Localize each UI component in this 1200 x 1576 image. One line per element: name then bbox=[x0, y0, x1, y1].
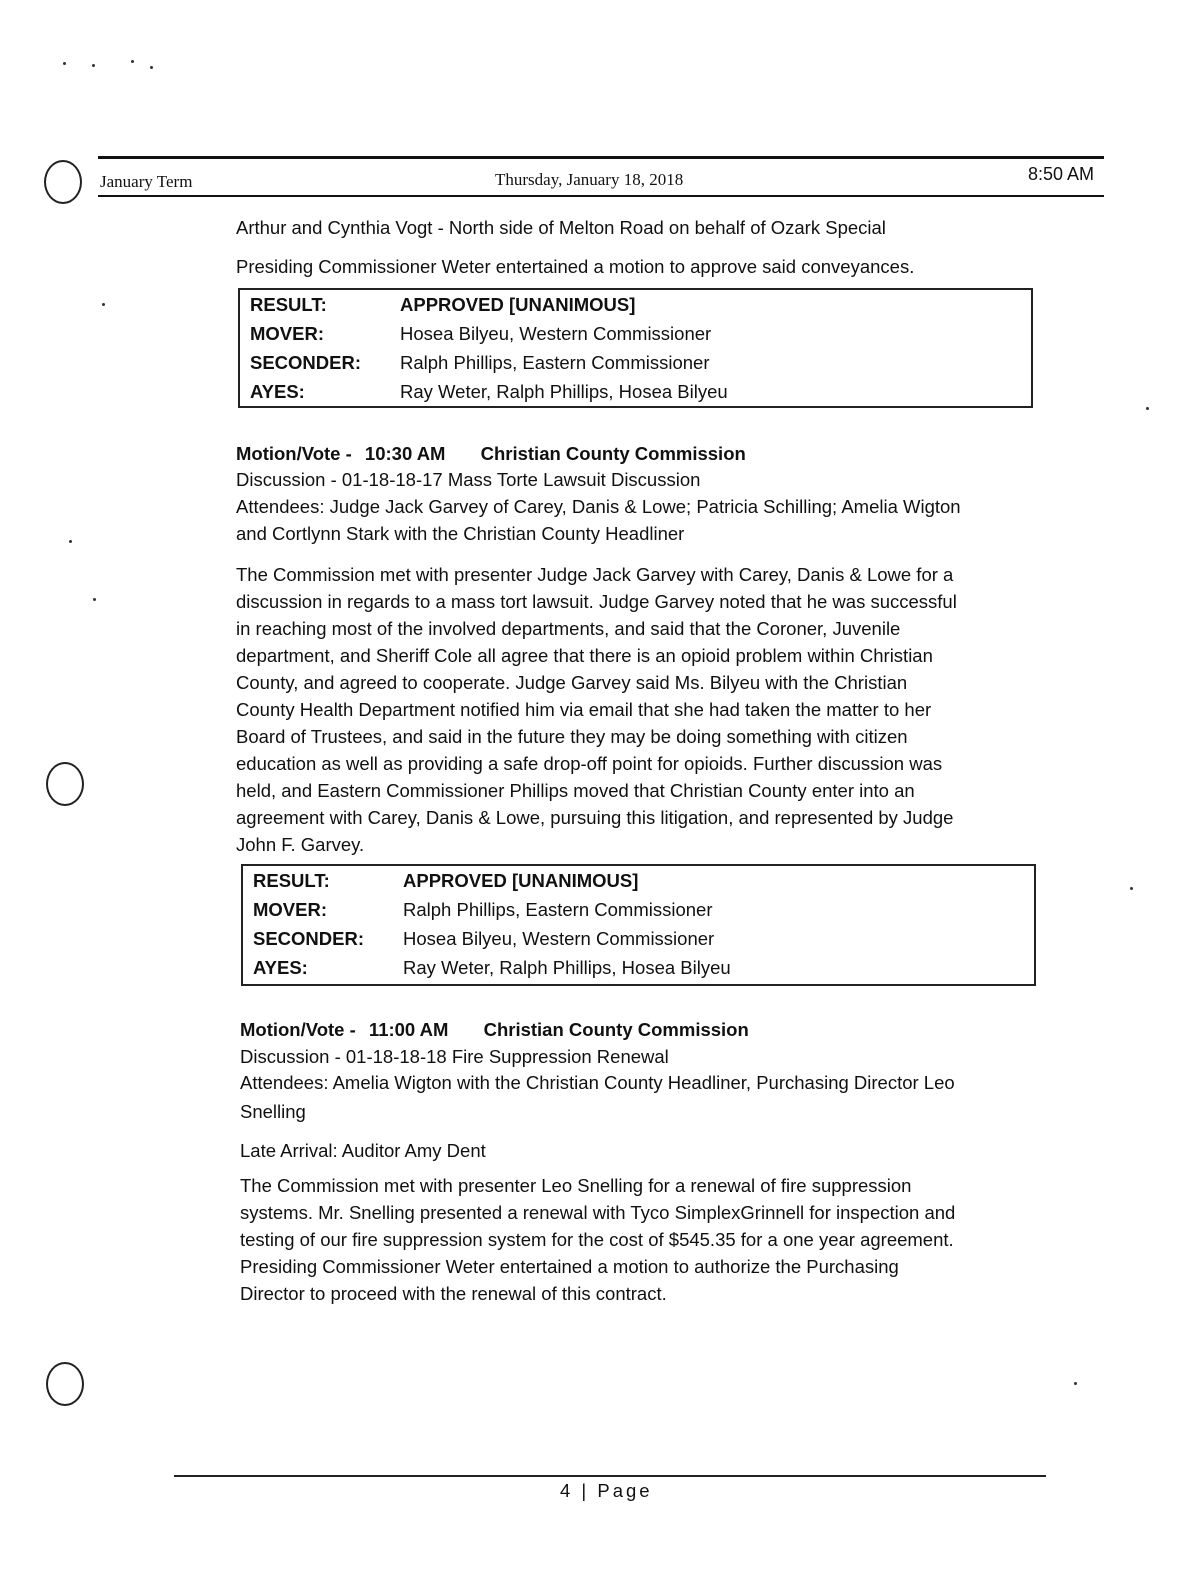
binder-hole-middle bbox=[46, 762, 84, 806]
mover-label: MOVER: bbox=[253, 899, 327, 920]
paragraph-line: The Commission met with presenter Leo Snelling for a renewal of fire suppression bbox=[240, 1175, 912, 1196]
paragraph-line: Board of Trustees, and said in the future they may be doing something with citizen bbox=[236, 726, 908, 747]
vote-row-seconder bbox=[243, 924, 1034, 953]
binder-hole-bottom bbox=[46, 1362, 84, 1406]
header-date: Thursday, January 18, 2018 bbox=[495, 170, 684, 189]
vote-row-seconder bbox=[240, 348, 1031, 377]
scan-speck bbox=[92, 64, 95, 67]
ayes-label: AYES: bbox=[250, 381, 305, 402]
paragraph-line: held, and Eastern Commissioner Phillips moved that Christian County enter into an bbox=[236, 780, 915, 801]
ayes-label: AYES: bbox=[253, 957, 308, 978]
vote-table-2 bbox=[243, 866, 1034, 982]
mover-value: Ralph Phillips, Eastern Commissioner bbox=[403, 899, 713, 920]
paragraph-line: department, and Sheriff Cole all agree that there is an opioid problem within Christian bbox=[236, 645, 933, 666]
scan-speck bbox=[1130, 887, 1133, 890]
vote-table-1 bbox=[240, 290, 1031, 406]
paragraph-line: County Health Department notified him via email that she had taken the matter to her bbox=[236, 699, 932, 720]
scan-speck bbox=[69, 540, 72, 543]
header-time: 8:50 AM bbox=[1028, 164, 1095, 184]
seconder-label: SECONDER: bbox=[250, 352, 362, 373]
vote-result-box-2 bbox=[241, 864, 1036, 986]
scan-speck bbox=[131, 60, 134, 63]
paragraph-line: agreement with Carey, Danis & Lowe, pursuing this litigation, and represented by Judge bbox=[236, 807, 954, 828]
paragraph-line: discussion in regards to a mass tort lawsuit. Judge Garvey noted that he was successful bbox=[236, 591, 957, 612]
motion-attendees-3-line-2: Snelling bbox=[240, 1101, 306, 1122]
paragraph-line: systems. Mr. Snelling presented a renewal with Tyco SimplexGrinnell for inspection and bbox=[240, 1202, 956, 1223]
scan-speck bbox=[150, 66, 153, 69]
motion-attendees-2-line-2: and Cortlynn Stark with the Christian County Headliner bbox=[236, 523, 685, 544]
binder-hole-top bbox=[44, 160, 82, 204]
motion-heading-2 bbox=[236, 440, 746, 467]
result-value: APPROVED [UNANIMOUS] bbox=[403, 870, 639, 891]
scan-speck bbox=[1146, 407, 1149, 410]
paragraph-line: in reaching most of the involved departments, and said that the Coroner, Juvenile bbox=[236, 618, 901, 639]
header-term: January Term bbox=[100, 172, 193, 191]
vote-row-ayes bbox=[240, 377, 1031, 406]
paragraph-line: Director to proceed with the renewal of this contract. bbox=[240, 1283, 667, 1304]
paragraph-line: John F. Garvey. bbox=[236, 834, 365, 855]
vote-result-box-1 bbox=[238, 288, 1033, 408]
motion-discussion-2: Discussion - 01-18-18-17 Mass Torte Lawsuit Discussion bbox=[236, 469, 701, 490]
header-top-rule bbox=[98, 156, 1104, 159]
vote-row-ayes bbox=[243, 953, 1034, 982]
page-number: 4 | Page bbox=[560, 1480, 653, 1501]
scan-speck bbox=[93, 598, 96, 601]
vote-row-result bbox=[240, 290, 1031, 319]
mover-label: MOVER: bbox=[250, 323, 324, 344]
motion-paragraph-3 bbox=[240, 1172, 955, 1307]
motion-paragraph-2 bbox=[236, 561, 957, 858]
result-value: APPROVED [UNANIMOUS] bbox=[400, 294, 636, 315]
motion-heading-3 bbox=[240, 1016, 749, 1043]
seconder-value: Hosea Bilyeu, Western Commissioner bbox=[403, 928, 715, 949]
paragraph-line: education as well as providing a safe drop-off point for opioids. Further discussion was bbox=[236, 753, 943, 774]
motion-body: Christian County Commission bbox=[483, 1019, 749, 1040]
motion-time: 11:00 AM bbox=[368, 1019, 449, 1040]
result-label: RESULT: bbox=[250, 294, 327, 315]
footer-rule bbox=[174, 1475, 1046, 1477]
seconder-value: Ralph Phillips, Eastern Commissioner bbox=[400, 352, 710, 373]
paragraph-line: Presiding Commissioner Weter entertained a motion to authorize the Purchasing bbox=[240, 1256, 899, 1277]
scan-speck bbox=[1074, 1382, 1077, 1385]
paragraph-line: County, and agreed to cooperate. Judge Garvey said Ms. Bilyeu with the Christian bbox=[236, 672, 908, 693]
paragraph-line: The Commission met with presenter Judge Jack Garvey with Carey, Danis & Lowe for a bbox=[236, 564, 954, 585]
motion-body: Christian County Commission bbox=[480, 443, 746, 464]
late-arrival: Late Arrival: Auditor Amy Dent bbox=[240, 1140, 486, 1161]
seconder-label: SECONDER: bbox=[253, 928, 365, 949]
paragraph-line: testing of our fire suppression system for the cost of $545.35 for a one year agreement. bbox=[240, 1229, 954, 1250]
motion-discussion-3: Discussion - 01-18-18-18 Fire Suppression Renewal bbox=[240, 1046, 669, 1067]
motion-prefix: Motion/Vote - bbox=[236, 443, 352, 464]
scan-speck bbox=[63, 62, 66, 65]
vote-row-mover bbox=[240, 319, 1031, 348]
motion-time: 10:30 AM bbox=[364, 443, 446, 464]
motion-attendees-2-line-1: Attendees: Judge Jack Garvey of Carey, Danis & Lowe; Patricia Schilling; Amelia Wigton bbox=[236, 496, 961, 517]
vote-row-result bbox=[243, 866, 1034, 895]
mover-value: Hosea Bilyeu, Western Commissioner bbox=[400, 323, 712, 344]
ayes-value: Ray Weter, Ralph Phillips, Hosea Bilyeu bbox=[403, 957, 731, 978]
ayes-value: Ray Weter, Ralph Phillips, Hosea Bilyeu bbox=[400, 381, 728, 402]
intro-line-1: Arthur and Cynthia Vogt - North side of Melton Road on behalf of Ozark Special bbox=[236, 217, 886, 238]
vote-row-mover bbox=[243, 895, 1034, 924]
intro-line-2: Presiding Commissioner Weter entertained a motion to approve said conveyances. bbox=[236, 256, 915, 277]
result-label: RESULT: bbox=[253, 870, 330, 891]
motion-attendees-3-line-1: Attendees: Amelia Wigton with the Christian County Headliner, Purchasing Director Leo bbox=[240, 1072, 955, 1093]
header-bottom-rule bbox=[98, 195, 1104, 197]
scan-speck bbox=[102, 303, 105, 306]
motion-prefix: Motion/Vote - bbox=[240, 1019, 356, 1040]
